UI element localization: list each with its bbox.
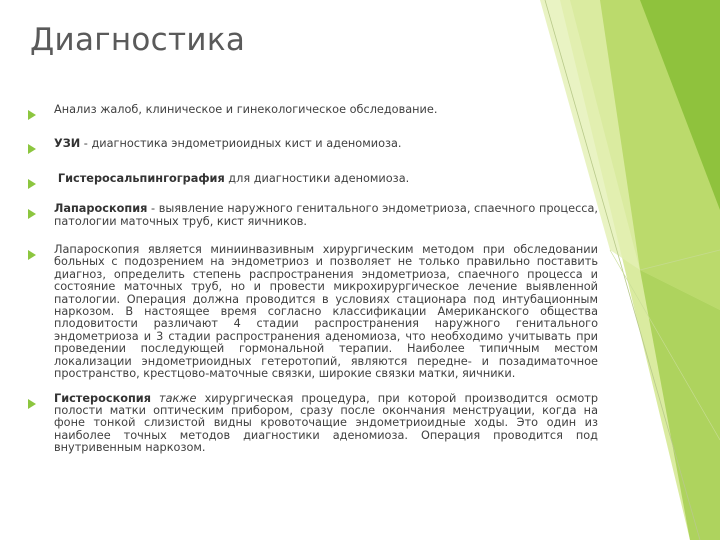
bullet-text: Анализ жалоб, клиническое и гинекологическое обследование. (54, 103, 438, 116)
triangle-bullet-icon (28, 179, 36, 189)
page-title: Диагностика (30, 22, 246, 58)
bold-term: Лапароскопия (54, 202, 148, 216)
list-item (28, 244, 598, 380)
bold-term: Гистеросальпингография (54, 171, 225, 185)
triangle-bullet-icon (28, 209, 36, 219)
bold-term: Гистероскопия (54, 391, 151, 405)
list-item (28, 104, 598, 116)
triangle-bullet-icon (28, 250, 36, 260)
triangle-bullet-icon (28, 110, 36, 120)
italic-term: также (150, 391, 197, 405)
bullet-list (28, 104, 598, 466)
bullet-text: Лапароскопия - выявление наружного генитального эндометриоза, спаечного процесса, патологии маточных труб, кист яичников. (54, 202, 598, 228)
bullet-text: Гистеросальпингография для диагностики аденомиоза. (54, 171, 410, 185)
list-item (28, 393, 598, 455)
bold-term: УЗИ (54, 137, 81, 151)
facet-lower (640, 270, 720, 540)
list-item (28, 203, 598, 228)
list-item (28, 173, 598, 185)
triangle-bullet-icon (28, 144, 36, 154)
list-item (28, 138, 598, 150)
triangle-bullet-icon (28, 399, 36, 409)
bullet-text: Лапароскопия является миниинвазивным хирургическим методом при обследовании больных с подозрением на эндометриоз и позволяет не только правильно поставить диагноз, определить степень распространения эндометриоза, спаечного процесса и состояние маточных труб, но и провести микрохирургическое лечение выявленной патологии. Операция должна проводится в условиях стационара под интубационным наркозом. В настоящее время согласно классификации Американского общества плодовитости различают 4 стадии распространения наружного генитального эндометриоза и 3 стадии распространения аденомиоза, что необходимо учитывать при проведении последующей гормональной терапии. Наиболее типичным местом локализации эндометриоидных гетеротопий, являются передне- и позадиматочное пространство, крестцово-маточные связки, широкие связки матки, яичники. (54, 243, 598, 381)
bullet-text: Гистероскопия также хирургическая процедура, при которой производится осмотр полости матки оптическим прибором, сразу после окончания менструации, когда на фоне тонкой слизистой видны кровоточащие эндометриоидные ходы. Это один из наиболее точных методов диагностики аденомиоза. Операция проводится под внутривенным наркозом. (54, 391, 599, 455)
bullet-text: УЗИ - диагностика эндометриоидных кист и аденомиоза. (54, 137, 402, 151)
